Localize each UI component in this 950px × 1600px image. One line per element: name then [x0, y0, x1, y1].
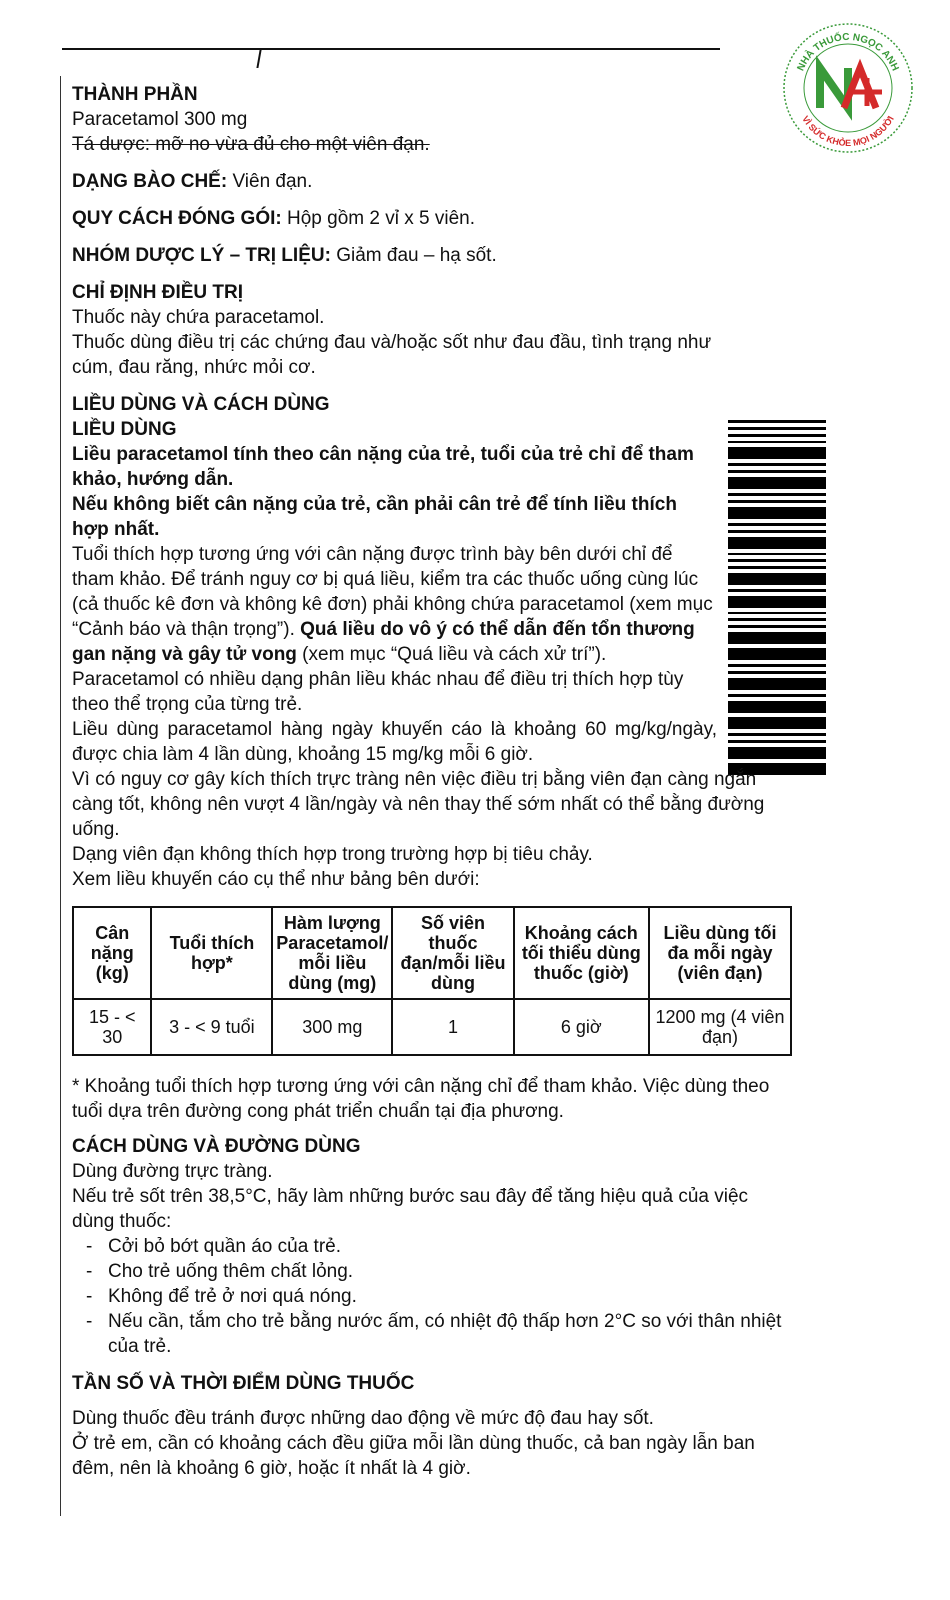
- dose-table-cell: 3 - < 9 tuổi: [151, 999, 272, 1055]
- composition-line-2: Tá dược: mỡ no vừa đủ cho một viên đạn.: [72, 134, 430, 155]
- leaflet-content: [72, 82, 802, 1481]
- dose-table-cell: 1: [392, 999, 513, 1055]
- dosage-paragraph-1-c: (xem mục “Quá liều và cách xử trí”).: [296, 644, 607, 665]
- administration-line-2: Nếu trẻ sốt trên 38,5°C, hãy làm những bước sau đây để tăng hiệu quả của việc dùng thuốc:: [72, 1186, 749, 1232]
- dosage-overdose-warning: Quá liều do vô ý có thể dẫn đến tổn thương gan nặng và gây tử vong: [72, 619, 695, 665]
- dose-table-cell: 300 mg: [272, 999, 392, 1055]
- composition-line-1: Paracetamol 300 mg: [72, 109, 248, 130]
- dosage-bold-note-2: Nếu không biết cân nặng của trẻ, cần phải cân trẻ để tính liều thích hợp nhất.: [72, 494, 677, 540]
- dosage-paragraph-5: Dạng viên đạn không thích hợp trong trường hợp bị tiêu chảy.: [72, 844, 593, 865]
- dosage-paragraph-1-a: Tuổi thích hợp tương ứng với cân nặng được trình bày bên dưới chỉ để tham khảo. Để tránh nguy cơ bị quá liều, kiểm tra các thuốc uống cùng lúc (cả thuốc kê đơn và không kê đơn) phải không chứa paracetamol (xem mục “Cảnh báo và thận trọng”).: [72, 544, 713, 640]
- left-margin-rule: [60, 76, 61, 1516]
- frequency-line-1: Dùng thuốc đều tránh được những dao động về mức độ đau hay sốt.: [72, 1408, 654, 1429]
- list-item: - Nếu cần, tắm cho trẻ bằng nước ấm, có nhiệt độ thấp hơn 2°C so với thân nhiệt của trẻ.: [86, 1309, 802, 1359]
- dose-table-cell: 6 giờ: [514, 999, 649, 1055]
- dosage-subheading: LIỀU DÙNG: [72, 419, 177, 440]
- composition-heading: THÀNH PHẦN: [72, 84, 198, 105]
- dose-table-header: Cân nặng (kg): [73, 907, 151, 999]
- table-footnote: * Khoảng tuổi thích hợp tương ứng với cân nặng chỉ để tham khảo. Việc dùng theo tuổi dựa trên đường cong phát triển chuẩn tại địa phương.: [72, 1076, 770, 1122]
- administration-heading: CÁCH DÙNG VÀ ĐƯỜNG DÙNG: [72, 1136, 361, 1157]
- dose-table-header: Tuổi thích hợp*: [151, 907, 272, 999]
- pharma-group-label: NHÓM DƯỢC LÝ – TRỊ LIỆU:: [72, 245, 331, 266]
- dosage-form-label: DẠNG BÀO CHẾ:: [72, 171, 228, 192]
- dose-table-header: Liều dùng tối đa mỗi ngày (viên đạn): [649, 907, 791, 999]
- dosage-paragraph-2: Paracetamol có nhiều dạng phân liều khác nhau để điều trị thích hợp tùy theo thể trọng của từng trẻ.: [72, 669, 684, 715]
- dosage-form-value: Viên đạn.: [227, 171, 313, 192]
- list-item: - Cởi bỏ bớt quần áo của trẻ.: [86, 1234, 802, 1259]
- packaging-value: Hộp gồm 2 vỉ x 5 viên.: [281, 208, 475, 229]
- dosage-heading: LIỀU DÙNG VÀ CÁCH DÙNG: [72, 394, 330, 415]
- dosage-paragraph-4: Vì có nguy cơ gây kích thích trực tràng nên việc điều trị bằng viên đạn càng ngắn càng tốt, không nên vượt 4 lần/ngày và nên thay thế sớm nhất có thể bằng đường uống.: [72, 769, 765, 840]
- dose-table-header: Hàm lượng Paracetamol/ mỗi liều dùng (mg): [272, 907, 392, 999]
- dose-table-header: Khoảng cách tối thiểu dùng thuốc (giờ): [514, 907, 649, 999]
- dose-table-cell: 1200 mg (4 viên đạn): [649, 999, 791, 1055]
- dose-table-header-row: [73, 907, 791, 999]
- dose-table: [72, 906, 792, 1056]
- dosage-paragraph-6: Xem liều khuyến cáo cụ thể như bảng bên dưới:: [72, 869, 480, 890]
- packaging-label: QUY CÁCH ĐÓNG GÓI:: [72, 208, 282, 229]
- administration-line-1: Dùng đường trực tràng.: [72, 1161, 273, 1182]
- indications-heading: CHỈ ĐỊNH ĐIỀU TRỊ: [72, 282, 243, 303]
- list-item: - Cho trẻ uống thêm chất lỏng.: [86, 1259, 802, 1284]
- dosage-paragraph-1: [72, 542, 717, 667]
- pharma-group-value: Giảm đau – hạ sốt.: [330, 245, 497, 266]
- logo-bottom-text: VÌ SỨC KHỎE MỌI NGƯỜI: [800, 114, 896, 149]
- dose-table-cell: 15 - < 30: [73, 999, 151, 1055]
- packaging-line: [72, 206, 802, 231]
- indications-line-1: Thuốc này chứa paracetamol.: [72, 307, 325, 328]
- administration-steps: [72, 1234, 802, 1359]
- pharma-group-line: [72, 243, 802, 268]
- indications-line-2: Thuốc dùng điều trị các chứng đau và/hoặc sốt như đau đầu, tình trạng như cúm, đau răng, nhức mỏi cơ.: [72, 332, 712, 378]
- dosage-paragraph-3: Liều dùng paracetamol hàng ngày khuyến cáo là khoảng 60 mg/kg/ngày, được chia làm 4 lần dùng, khoảng 15 mg/kg mỗi 6 giờ.: [72, 719, 717, 765]
- top-tick-mark: [256, 50, 261, 68]
- table-row: [73, 999, 791, 1055]
- logo-top-text: NHÀ THUỐC NGỌC ANH: [795, 31, 901, 73]
- frequency-line-2: Ở trẻ em, cần có khoảng cách đều giữa mỗi lần dùng thuốc, cả ban ngày lẫn ban đêm, nên là khoảng 6 giờ, hoặc ít nhất là 4 giờ.: [72, 1433, 755, 1479]
- top-rule: [62, 48, 720, 50]
- dosage-bold-note-1: Liều paracetamol tính theo cân nặng của trẻ, tuổi của trẻ chỉ để tham khảo, hướng dẫn.: [72, 444, 694, 490]
- dose-table-header: Số viên thuốc đạn/mỗi liều dùng: [392, 907, 513, 999]
- dosage-form-line: [72, 169, 802, 194]
- frequency-heading: TẦN SỐ VÀ THỜI ĐIỂM DÙNG THUỐC: [72, 1373, 415, 1394]
- list-item: - Không để trẻ ở nơi quá nóng.: [86, 1284, 802, 1309]
- logo-mark: [820, 68, 882, 108]
